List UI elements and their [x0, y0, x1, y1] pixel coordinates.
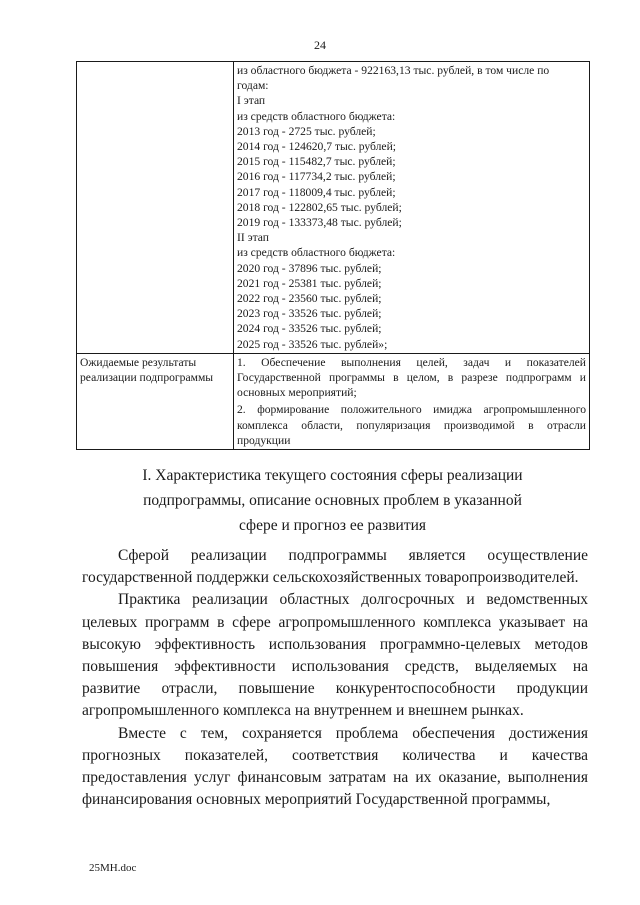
page-number: 24 — [314, 38, 326, 52]
funding-line: 2018 год - 122802,65 тыс. рублей; — [237, 200, 402, 214]
funding-line: 2015 год - 115482,7 тыс. рублей; — [237, 155, 396, 169]
funding-line: I этап — [237, 94, 266, 108]
results-label-line: реализации подпрограммы — [80, 371, 214, 385]
funding-line: 2020 год - 37896 тыс. рублей; — [237, 261, 382, 275]
section-heading-line: сфере и прогноз ее развития — [238, 517, 427, 534]
funding-label-cell — [77, 62, 234, 354]
section-heading — [100, 463, 565, 538]
paragraph: Вместе с тем, сохраняется проблема обеспечения достижения прогнозных показателей, соответствия количества и качества предоставления услуг финансовым затратам на их оказание, выполнения финансирования основных мероприятий Государственной программы, — [82, 724, 588, 809]
paragraph: Практика реализации областных долгосрочных и ведомственных целевых программ в сфере агропромышленного комплекса указывает на высокую эффективность использования программно-целевых методов повышения эффективности использования средств, выделяемых на развитие отрасли, повышение конкурентоспособности продукции агропромышленного комплекса на внутреннем и внешнем рынках. — [82, 591, 588, 720]
funding-line: из средств областного бюджета: — [237, 246, 396, 260]
section-heading-line: подпрограммы, описание основных проблем в указанной — [143, 492, 522, 509]
results-label-line: Ожидаемые результаты — [80, 355, 197, 369]
result-item: 1. Обеспечение выполнения целей, задач и показателей Государственной программы в целом, в разрезе подпрограмм и основных мероприятий; — [237, 355, 586, 400]
funding-line: из средств областного бюджета: — [237, 109, 396, 123]
funding-line: 2014 год - 124620,7 тыс. рублей; — [237, 140, 397, 154]
results-label-cell — [77, 353, 234, 449]
section-heading-line: I. Характеристика текущего состояния сферы реализации — [142, 467, 523, 484]
funding-line: 2025 год - 33526 тыс. рублей»; — [237, 337, 388, 351]
funding-cell — [234, 62, 590, 354]
footer-filename: 25МН.doc — [89, 862, 137, 874]
body-text — [82, 545, 588, 811]
funding-line: 2019 год - 133373,48 тыс. рублей; — [237, 216, 402, 230]
result-item: 2. формирование положительного имиджа агропромышленного комплекса области, популяризация производимой в отрасли продукции — [237, 403, 586, 447]
table-row-funding — [77, 62, 590, 354]
subprogram-passport-table — [76, 61, 590, 450]
funding-line: из областного бюджета - 922163,13 тыс. рублей, в том числе по — [237, 64, 550, 77]
funding-line: 2023 год - 33526 тыс. рублей; — [237, 307, 382, 321]
funding-line: 2013 год - 2725 тыс. рублей; — [237, 124, 376, 138]
funding-line: 2021 год - 25381 тыс. рублей; — [237, 276, 382, 290]
results-cell — [234, 353, 590, 449]
funding-line: 2017 год - 118009,4 тыс. рублей; — [237, 185, 396, 199]
paragraph: Сферой реализации подпрограммы является осуществление государственной поддержки сельскохозяйственных товаропроизводителей. — [82, 547, 588, 587]
funding-line: 2024 год - 33526 тыс. рублей; — [237, 322, 382, 336]
funding-line: 2016 год - 117734,2 тыс. рублей; — [237, 170, 396, 184]
funding-line: 2022 год - 23560 тыс. рублей; — [237, 292, 382, 306]
funding-line: II этап — [237, 231, 270, 245]
table-row-results — [77, 353, 590, 449]
funding-line: годам: — [237, 79, 269, 93]
